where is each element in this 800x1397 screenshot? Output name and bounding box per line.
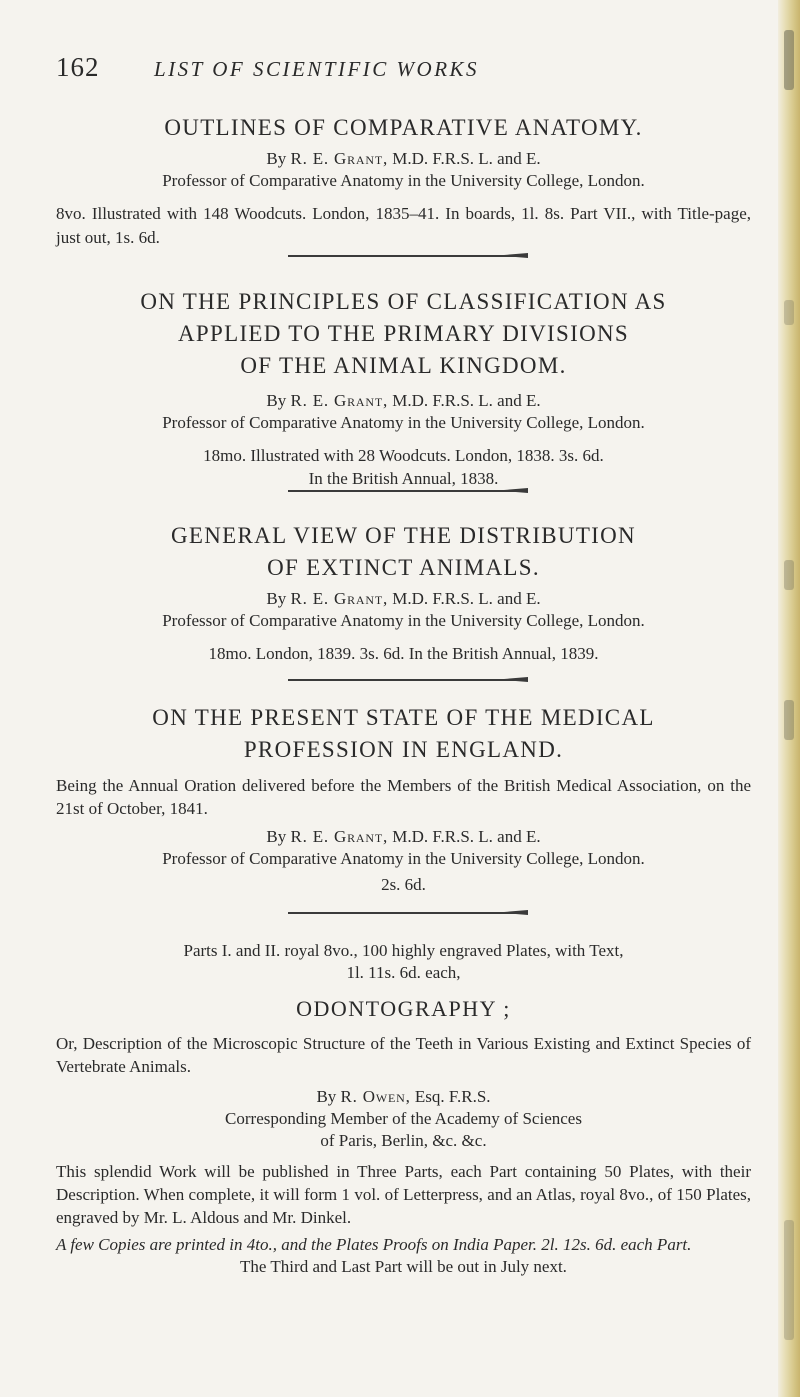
section-divider [288,912,528,914]
entry-title: ODONTOGRAPHY ; [296,996,511,1021]
entry-description: Being the Annual Oration delivered before the Members of the British Medical Association, on the 21st of October, 1841. [56,776,751,818]
professor-line: Professor of Comparative Anatomy in the University College, London. [162,849,645,868]
parts-price: 1l. 11s. 6d. each, [346,963,461,982]
section-divider [288,490,528,492]
page-number: 162 [56,52,100,82]
author-line: By R. E. Grant, M.D. F.R.S. L. and E. [266,391,541,410]
page-edge-shadow [778,0,800,1397]
section-divider [288,679,528,681]
entry-distribution [56,520,751,666]
copies-note: A few Copies are printed in 4to., and the Plates Proofs on India Paper. 2l. 12s. 6d. each Part. [56,1235,692,1254]
parts-info: Parts I. and II. royal 8vo., 100 highly engraved Plates, with Text, [183,941,624,960]
publication-details: 18mo. Illustrated with 28 Woodcuts. London, 1838. 3s. 6d. [203,446,604,465]
membership-line: Corresponding Member of the Academy of Sciences [225,1109,582,1128]
closing-note: The Third and Last Part will be out in July next. [240,1257,567,1276]
membership-line: of Paris, Berlin, &c. &c. [320,1131,487,1150]
running-title: LIST OF SCIENTIFIC WORKS [154,57,480,81]
professor-line: Professor of Comparative Anatomy in the University College, London. [162,413,645,432]
entry-title-line: APPLIED TO THE PRIMARY DIVISIONS [178,321,629,346]
entry-title-line: ON THE PRESENT STATE OF THE MEDICAL [152,705,655,730]
publication-annual: In the British Annual, 1838. [308,469,499,488]
author-line: By R. E. Grant, M.D. F.R.S. L. and E. [266,149,541,168]
professor-line: Professor of Comparative Anatomy in the University College, London. [162,171,645,190]
entry-body: This splendid Work will be published in Three Parts, each Part containing 50 Plates, with their Description. When complete, it will form 1 vol. of Letterpress, and an Atlas, royal 8vo., of 150 Plates, engraved by Mr. L. Aldous and Mr. Dinkel. [56,1162,751,1227]
entry-title-line: OF EXTINCT ANIMALS. [267,555,540,580]
author-line: By R. E. Grant, M.D. F.R.S. L. and E. [266,589,541,608]
entry-odontography [56,940,751,1278]
entry-title-line: ON THE PRINCIPLES OF CLASSIFICATION AS [140,289,667,314]
entry-classification [56,286,751,490]
entry-title-line: PROFESSION IN ENGLAND. [243,737,564,762]
section-divider [288,255,528,257]
entry-subtitle: Or, Description of the Microscopic Structure of the Teeth in Various Existing and Extinct Species of Vertebrate Animals. [56,1034,751,1076]
entry-title-line: OF THE ANIMAL KINGDOM. [240,353,567,378]
publication-details: 8vo. Illustrated with 148 Woodcuts. London, 1835–41. In boards, 1l. 8s. Part VII., with Title-page, just out, 1s. 6d. [56,204,751,247]
price: 2s. 6d. [381,875,426,894]
entry-medical-profession [56,702,751,896]
entry-title: OUTLINES OF COMPARATIVE ANATOMY. [164,115,643,140]
entry-outlines [56,112,751,250]
author-line: By R. Owen, Esq. F.R.S. [316,1087,491,1106]
entry-title-line: GENERAL VIEW OF THE DISTRIBUTION [171,523,636,548]
professor-line: Professor of Comparative Anatomy in the University College, London. [162,611,645,630]
running-head [56,52,751,88]
publication-details: 18mo. London, 1839. 3s. 6d. In the British Annual, 1839. [208,644,599,663]
author-line: By R. E. Grant, M.D. F.R.S. L. and E. [266,827,541,846]
